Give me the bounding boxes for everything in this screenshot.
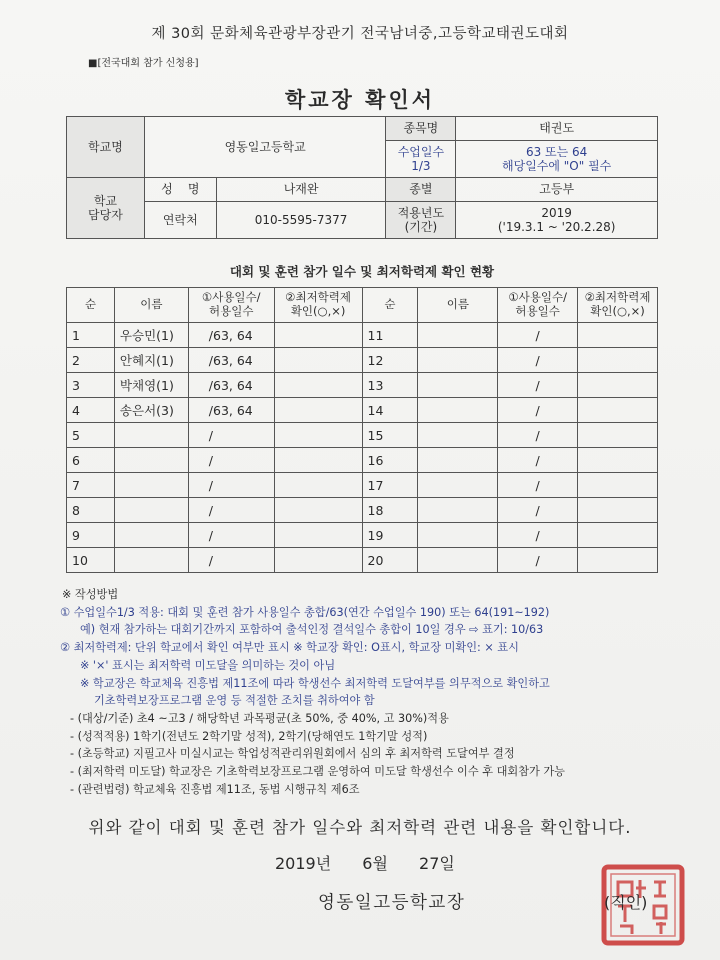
- category-value: 고등부: [456, 178, 658, 202]
- cell-name: 송은서(3): [114, 398, 188, 423]
- year-label: 적용년도 (기간): [386, 202, 456, 239]
- cell-num: 14: [362, 398, 418, 423]
- cell-check: [578, 348, 658, 373]
- cell-days: /: [498, 548, 578, 573]
- cell-days: /: [498, 523, 578, 548]
- cell-days: /: [188, 523, 274, 548]
- note-3: ※ '×' 표시는 최저학력 미도달을 의미하는 것이 아님: [80, 658, 336, 672]
- event-value: 태권도: [456, 117, 658, 141]
- notes-heading: ※ 작성방법: [62, 588, 119, 601]
- cell-check: [578, 523, 658, 548]
- cell-num: 9: [67, 523, 115, 548]
- cell-days: /63, 64: [188, 373, 274, 398]
- cell-num: 12: [362, 348, 418, 373]
- cell-name: 박채영(1): [114, 373, 188, 398]
- cell-check: [578, 498, 658, 523]
- cell-days: /63, 64: [188, 398, 274, 423]
- header-name: 이름: [418, 288, 498, 323]
- cell-check: [578, 423, 658, 448]
- header-days: ①사용일수/ 허용일수: [498, 288, 578, 323]
- school-label: 학교명: [67, 117, 145, 178]
- cell-check: [578, 448, 658, 473]
- cell-days: /: [498, 448, 578, 473]
- days-label: 수업일수 1/3: [386, 141, 456, 178]
- roster-table: [66, 287, 658, 573]
- cell-days: /: [188, 448, 274, 473]
- cell-name: [418, 398, 498, 423]
- cell-name: [418, 448, 498, 473]
- table-row: [67, 423, 658, 448]
- cell-days: /63, 64: [188, 323, 274, 348]
- cell-name: [114, 523, 188, 548]
- header-num: 순: [67, 288, 115, 323]
- table-row: [67, 348, 658, 373]
- event-label: 종목명: [386, 117, 456, 141]
- table-row: [67, 373, 658, 398]
- cell-num: 10: [67, 548, 115, 573]
- cell-days: /: [498, 473, 578, 498]
- detail-3: - (초등학교) 지필고사 미실시교는 학업성적관리위원회에서 심의 후 최저학력 도달여부 결정: [70, 747, 515, 761]
- cell-days: /: [498, 398, 578, 423]
- table-row: [67, 498, 658, 523]
- cell-name: [114, 423, 188, 448]
- cell-days: /: [498, 348, 578, 373]
- cell-name: [418, 373, 498, 398]
- principal-name: 영동일고등학교장: [318, 893, 466, 913]
- document-title: 학교장 확인서: [284, 88, 436, 112]
- cell-name: 안혜지(1): [114, 348, 188, 373]
- cell-name: [418, 498, 498, 523]
- table-row: [67, 548, 658, 573]
- cell-name: [114, 548, 188, 573]
- cell-days: /: [188, 473, 274, 498]
- detail-5: - (관련법령) 학교체육 진흥법 제11조, 동법 시행규칙 제6조: [70, 782, 360, 796]
- detail-2: - (성적적용) 1학기(전년도 2학기말 성적), 2학기(당해연도 1학기말 성적): [70, 729, 428, 743]
- contact-label: 연락처: [144, 202, 216, 239]
- cell-name: 우승민(1): [114, 323, 188, 348]
- cell-name: [114, 473, 188, 498]
- contact-value: 010-5595-7377: [216, 202, 386, 239]
- cell-num: 2: [67, 348, 115, 373]
- note-1b: 예) 현재 참가하는 대회기간까지 포함하여 출석인정 결석일수 총합이 10일 경우 ⇨ 표기: 10/63: [80, 623, 544, 637]
- cell-check: [578, 473, 658, 498]
- manager-label: 학교 담당자: [67, 178, 145, 239]
- cell-days: /: [188, 423, 274, 448]
- cell-check: [274, 473, 362, 498]
- table-row: [67, 323, 658, 348]
- cell-num: 15: [362, 423, 418, 448]
- header-days: ①사용일수/ 허용일수: [188, 288, 274, 323]
- cell-num: 1: [67, 323, 115, 348]
- event-title: 제 30회 문화체육관광부장관기 전국남녀중,고등학교태권도대회: [151, 26, 569, 42]
- cell-days: /: [498, 423, 578, 448]
- sign-date: [275, 851, 481, 874]
- notes-section: [60, 586, 700, 798]
- cell-name: [114, 448, 188, 473]
- cell-name: [418, 523, 498, 548]
- cell-num: 11: [362, 323, 418, 348]
- date-year: 2019년: [275, 854, 332, 873]
- table-row: [67, 523, 658, 548]
- seal-label: (직인): [604, 893, 648, 912]
- cell-days: /: [498, 373, 578, 398]
- cell-check: [274, 423, 362, 448]
- cell-num: 4: [67, 398, 115, 423]
- table-row: [67, 448, 658, 473]
- category-label: 종별: [386, 178, 456, 202]
- days-value: 63 또는 64 해당일수에 "O" 필수: [456, 141, 658, 178]
- header-academic: ②최저학력제 확인(○,×): [578, 288, 658, 323]
- cell-num: 6: [67, 448, 115, 473]
- cell-num: 18: [362, 498, 418, 523]
- cell-check: [274, 523, 362, 548]
- cell-name: [418, 323, 498, 348]
- cell-name: [418, 423, 498, 448]
- cell-num: 8: [67, 498, 115, 523]
- info-table: [66, 116, 658, 239]
- cell-check: [274, 548, 362, 573]
- table-row: [67, 398, 658, 423]
- detail-4: - (최저학력 미도달) 학교장은 기초학력보장프로그램 운영하여 미도달 학생선수 이수 후 대회참가 가능: [70, 765, 565, 779]
- cell-num: 5: [67, 423, 115, 448]
- header-academic: ②최저학력제 확인(○,×): [274, 288, 362, 323]
- note-4a: ※ 학교장은 학교체육 진흥법 제11조에 따라 학생선수 최저학력 도달여부를 의무적으로 확인하고: [80, 676, 550, 690]
- cell-check: [274, 373, 362, 398]
- cell-num: 20: [362, 548, 418, 573]
- confirm-statement: 위와 같이 대회 및 훈련 참가 일수와 최저학력 관련 내용을 확인합니다.: [88, 818, 632, 837]
- note-1a: ① 수업일수1/3 적용: 대회 및 훈련 참가 사용일수 총합/63(연간 수업일수 190) 또는 64(191~192): [60, 605, 550, 619]
- header-num: 순: [362, 288, 418, 323]
- cell-num: 17: [362, 473, 418, 498]
- detail-1: - (대상/기준) 초4 ~고3 / 해당학년 과목평균(초 50%, 중 40%, 고 30%)적용: [70, 711, 449, 725]
- cell-check: [274, 323, 362, 348]
- cell-name: [418, 548, 498, 573]
- cell-check: [274, 498, 362, 523]
- cell-days: /: [188, 498, 274, 523]
- note-2: ② 최저학력제: 단위 학교에서 확인 여부만 표시 ※ 학교장 확인: O표시, 학교장 미확인: × 표시: [60, 641, 519, 655]
- note-4b: 기초학력보장프로그램 운영 등 적절한 조치를 취하여야 함: [94, 694, 375, 708]
- cell-days: /: [498, 323, 578, 348]
- cell-days: /63, 64: [188, 348, 274, 373]
- cell-num: 13: [362, 373, 418, 398]
- cell-check: [274, 348, 362, 373]
- cell-check: [578, 398, 658, 423]
- name-value: 나재완: [216, 178, 386, 202]
- cell-days: /: [188, 548, 274, 573]
- school-value: 영동일고등학교: [144, 117, 386, 178]
- cell-check: [578, 548, 658, 573]
- cell-num: 16: [362, 448, 418, 473]
- table-row: [67, 473, 658, 498]
- cell-name: [418, 473, 498, 498]
- cell-num: 19: [362, 523, 418, 548]
- date-day: 27일: [419, 854, 455, 873]
- form-tag: ■[전국대회 참가 신청용]: [88, 58, 199, 69]
- header-name: 이름: [114, 288, 188, 323]
- cell-check: [274, 448, 362, 473]
- cell-num: 7: [67, 473, 115, 498]
- name-label: 성 명: [144, 178, 216, 202]
- cell-check: [274, 398, 362, 423]
- cell-name: [114, 498, 188, 523]
- cell-name: [418, 348, 498, 373]
- cell-check: [578, 323, 658, 348]
- roster-title: 대회 및 훈련 참가 일수 및 최저학력제 확인 현황: [229, 264, 495, 279]
- cell-check: [578, 373, 658, 398]
- year-value: 2019 ('19.3.1 ~ '20.2.28): [456, 202, 658, 239]
- cell-num: 3: [67, 373, 115, 398]
- cell-days: /: [498, 498, 578, 523]
- date-month: 6월: [362, 854, 388, 873]
